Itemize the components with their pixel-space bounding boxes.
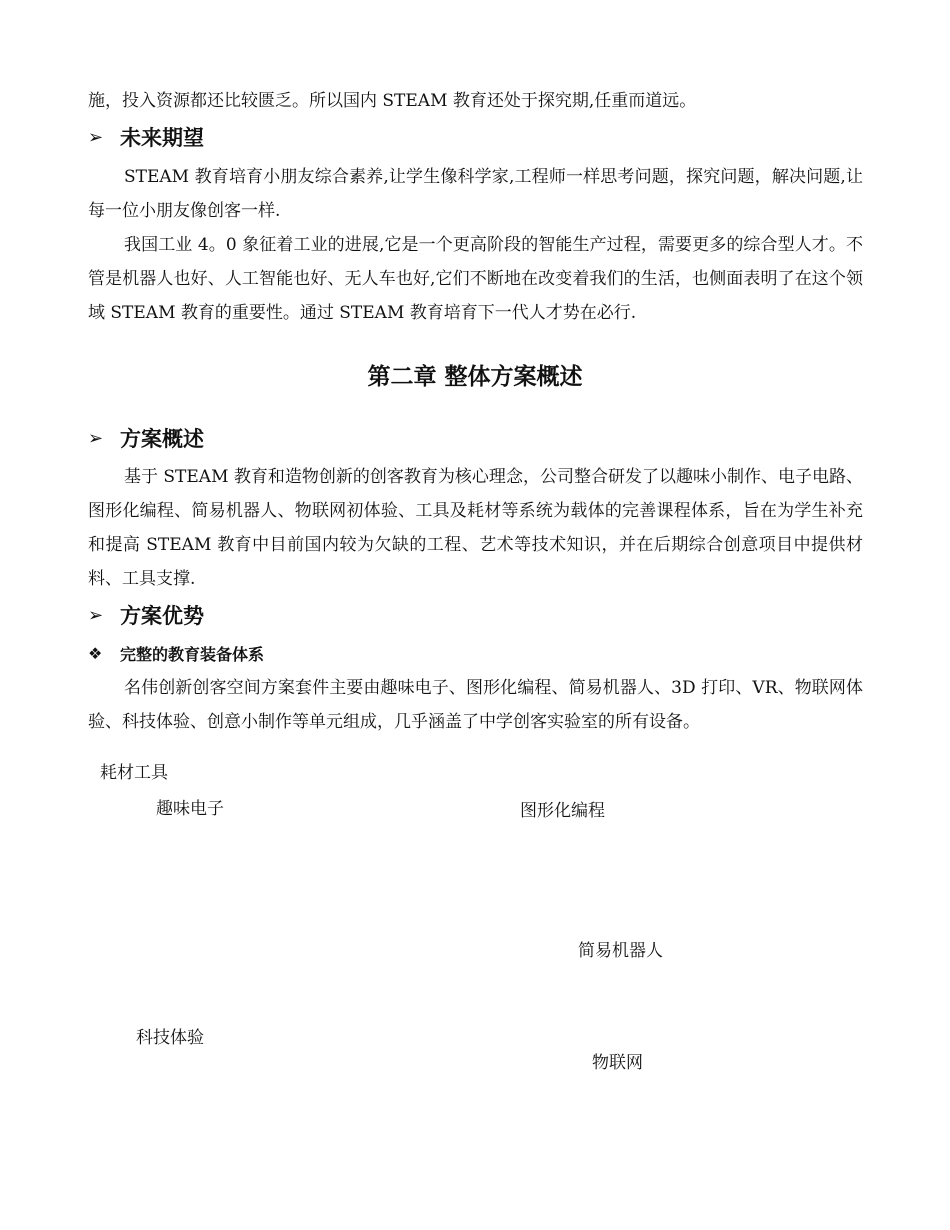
subheading-equipment-system <box>88 642 264 665</box>
heading-future-label: 未来期望 <box>120 125 204 150</box>
heading-plan-overview <box>88 425 204 453</box>
diagram-label-tech-experience: 科技体验 <box>136 1028 204 1048</box>
arrow-bullet-icon: ➢ <box>88 605 104 626</box>
diagram-label-simple-robot: 简易机器人 <box>578 941 663 961</box>
arrow-bullet-icon: ➢ <box>88 127 104 148</box>
arrow-bullet-icon: ➢ <box>88 428 104 449</box>
heading-future-expectation <box>88 124 204 152</box>
diagram-label-consumables: 耗材工具 <box>100 763 168 783</box>
diagram-label-fun-electronics: 趣味电子 <box>156 799 224 819</box>
heading-plan-advantage <box>88 602 204 630</box>
diamond-bullet-icon: ❖ <box>88 644 103 663</box>
heading-overview-label: 方案概述 <box>120 426 204 451</box>
subheading-equipment-label: 完整的教育装备体系 <box>120 645 265 664</box>
paragraph-plan-overview: 基于 STEAM 教育和造物创新的创客教育为核心理念，公司整合研发了以趣味小制作、电子电路、图形化编程、简易机器人、物联网初体验、工具及耗材等系统为载体的完善课程体系，旨在为学生补充和提高 STEAM 教育中目前国内较为欠缺的工程、艺术等技术知识，并在后期综合创意项目中提供材料、工具支撑. <box>88 467 863 589</box>
heading-advantage-label: 方案优势 <box>120 603 204 628</box>
diagram-label-iot: 物联网 <box>592 1053 643 1073</box>
paragraph-intro-end: 施，投入资源都还比较匮乏。所以国内 STEAM 教育还处于探究期,任重而道远。 <box>88 91 697 111</box>
paragraph-kit-units: 名伟创新创客空间方案套件主要由趣味电子、图形化编程、简易机器人、3D 打印、VR、物联网体验、科技体验、创意小制作等单元组成，几乎涵盖了中学创客实验室的所有设备。 <box>88 678 863 732</box>
paragraph-steam-education: STEAM 教育培育小朋友综合素养,让学生像科学家,工程师一样思考问题，探究问题，解决问题,让每一位小朋友像创客一样. <box>88 167 863 221</box>
diagram-label-graphical-programming: 图形化编程 <box>520 801 605 821</box>
chapter-title: 第二章 整体方案概述 <box>367 363 583 390</box>
paragraph-industry-4: 我国工业 4。0 象征着工业的进展,它是一个更高阶段的智能生产过程，需要更多的综合型人才。不管是机器人也好、人工智能也好、无人车也好,它们不断地在改变着我们的生活，也侧面表明了在这个领域 STEAM 教育的重要性。通过 STEAM 教育培育下一代人才势在必行. <box>88 235 863 323</box>
